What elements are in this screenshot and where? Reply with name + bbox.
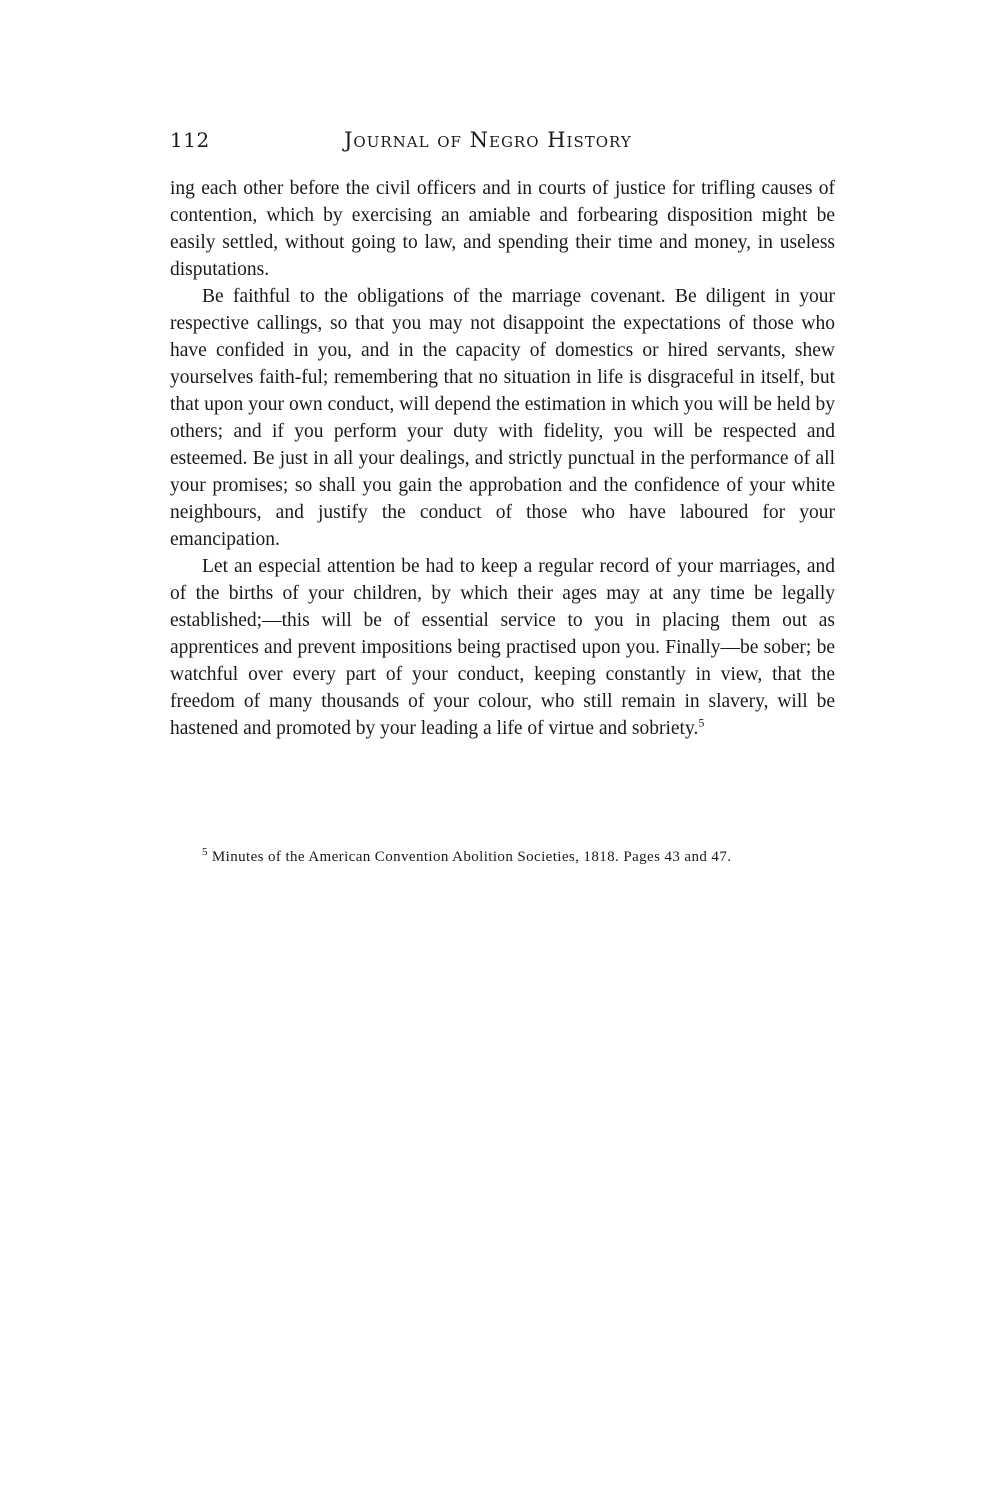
journal-title: Journal of Negro History (344, 128, 632, 152)
footnote-reference: 5 (698, 715, 705, 730)
paragraph-record-keeping (170, 553, 835, 742)
footnote (170, 846, 835, 869)
footnote-entry (170, 846, 835, 869)
body-text (170, 175, 835, 742)
paragraph-marriage-covenant: Be faithful to the obligations of the marriage covenant. Be diligent in your respective callings, so that you may not disappoint the expectations of those who have confided in you, and in the capacity of domestics or hired servants, shew yourselves faith-ful; remembering that no situation in life is disgraceful in itself, but that upon your own conduct, will depend the estimation in which you will be held by others; and if you perform your duty with fidelity, you will be respected and esteemed. Be just in all your dealings, and strictly punctual in the performance of all your promises; so shall you gain the approbation and the confidence of your white neighbours, and justify the conduct of those who have laboured for your emancipation. (170, 286, 835, 550)
page-number: 112 (170, 128, 210, 152)
running-head (170, 128, 835, 158)
footnote-text: Minutes of the American Convention Abolition Societies, 1818. Pages 43 and 47. (211, 849, 732, 865)
paragraph-continued: ing each other before the civil officers and in courts of justice for trifling causes of contention, which by exercising an amiable and forbearing disposition might be easily settled, without going to law, and spending their time and money, in useless disputations. (170, 178, 835, 280)
paragraph-record-keeping-text: Let an especial attention be had to keep a regular record of your marriages, and of the births of your children, by which their ages may at any time be legally established;—this will be of essential service to you in placing them out as apprentices and prevent impositions being practised upon you. Finally—be sober; be watchful over every part of your conduct, keeping constantly in view, that the freedom of many thousands of your colour, who still remain in slavery, will be hastened and promoted by your leading a life of virtue and sobriety. (170, 556, 835, 739)
footnote-mark: 5 (202, 846, 208, 858)
